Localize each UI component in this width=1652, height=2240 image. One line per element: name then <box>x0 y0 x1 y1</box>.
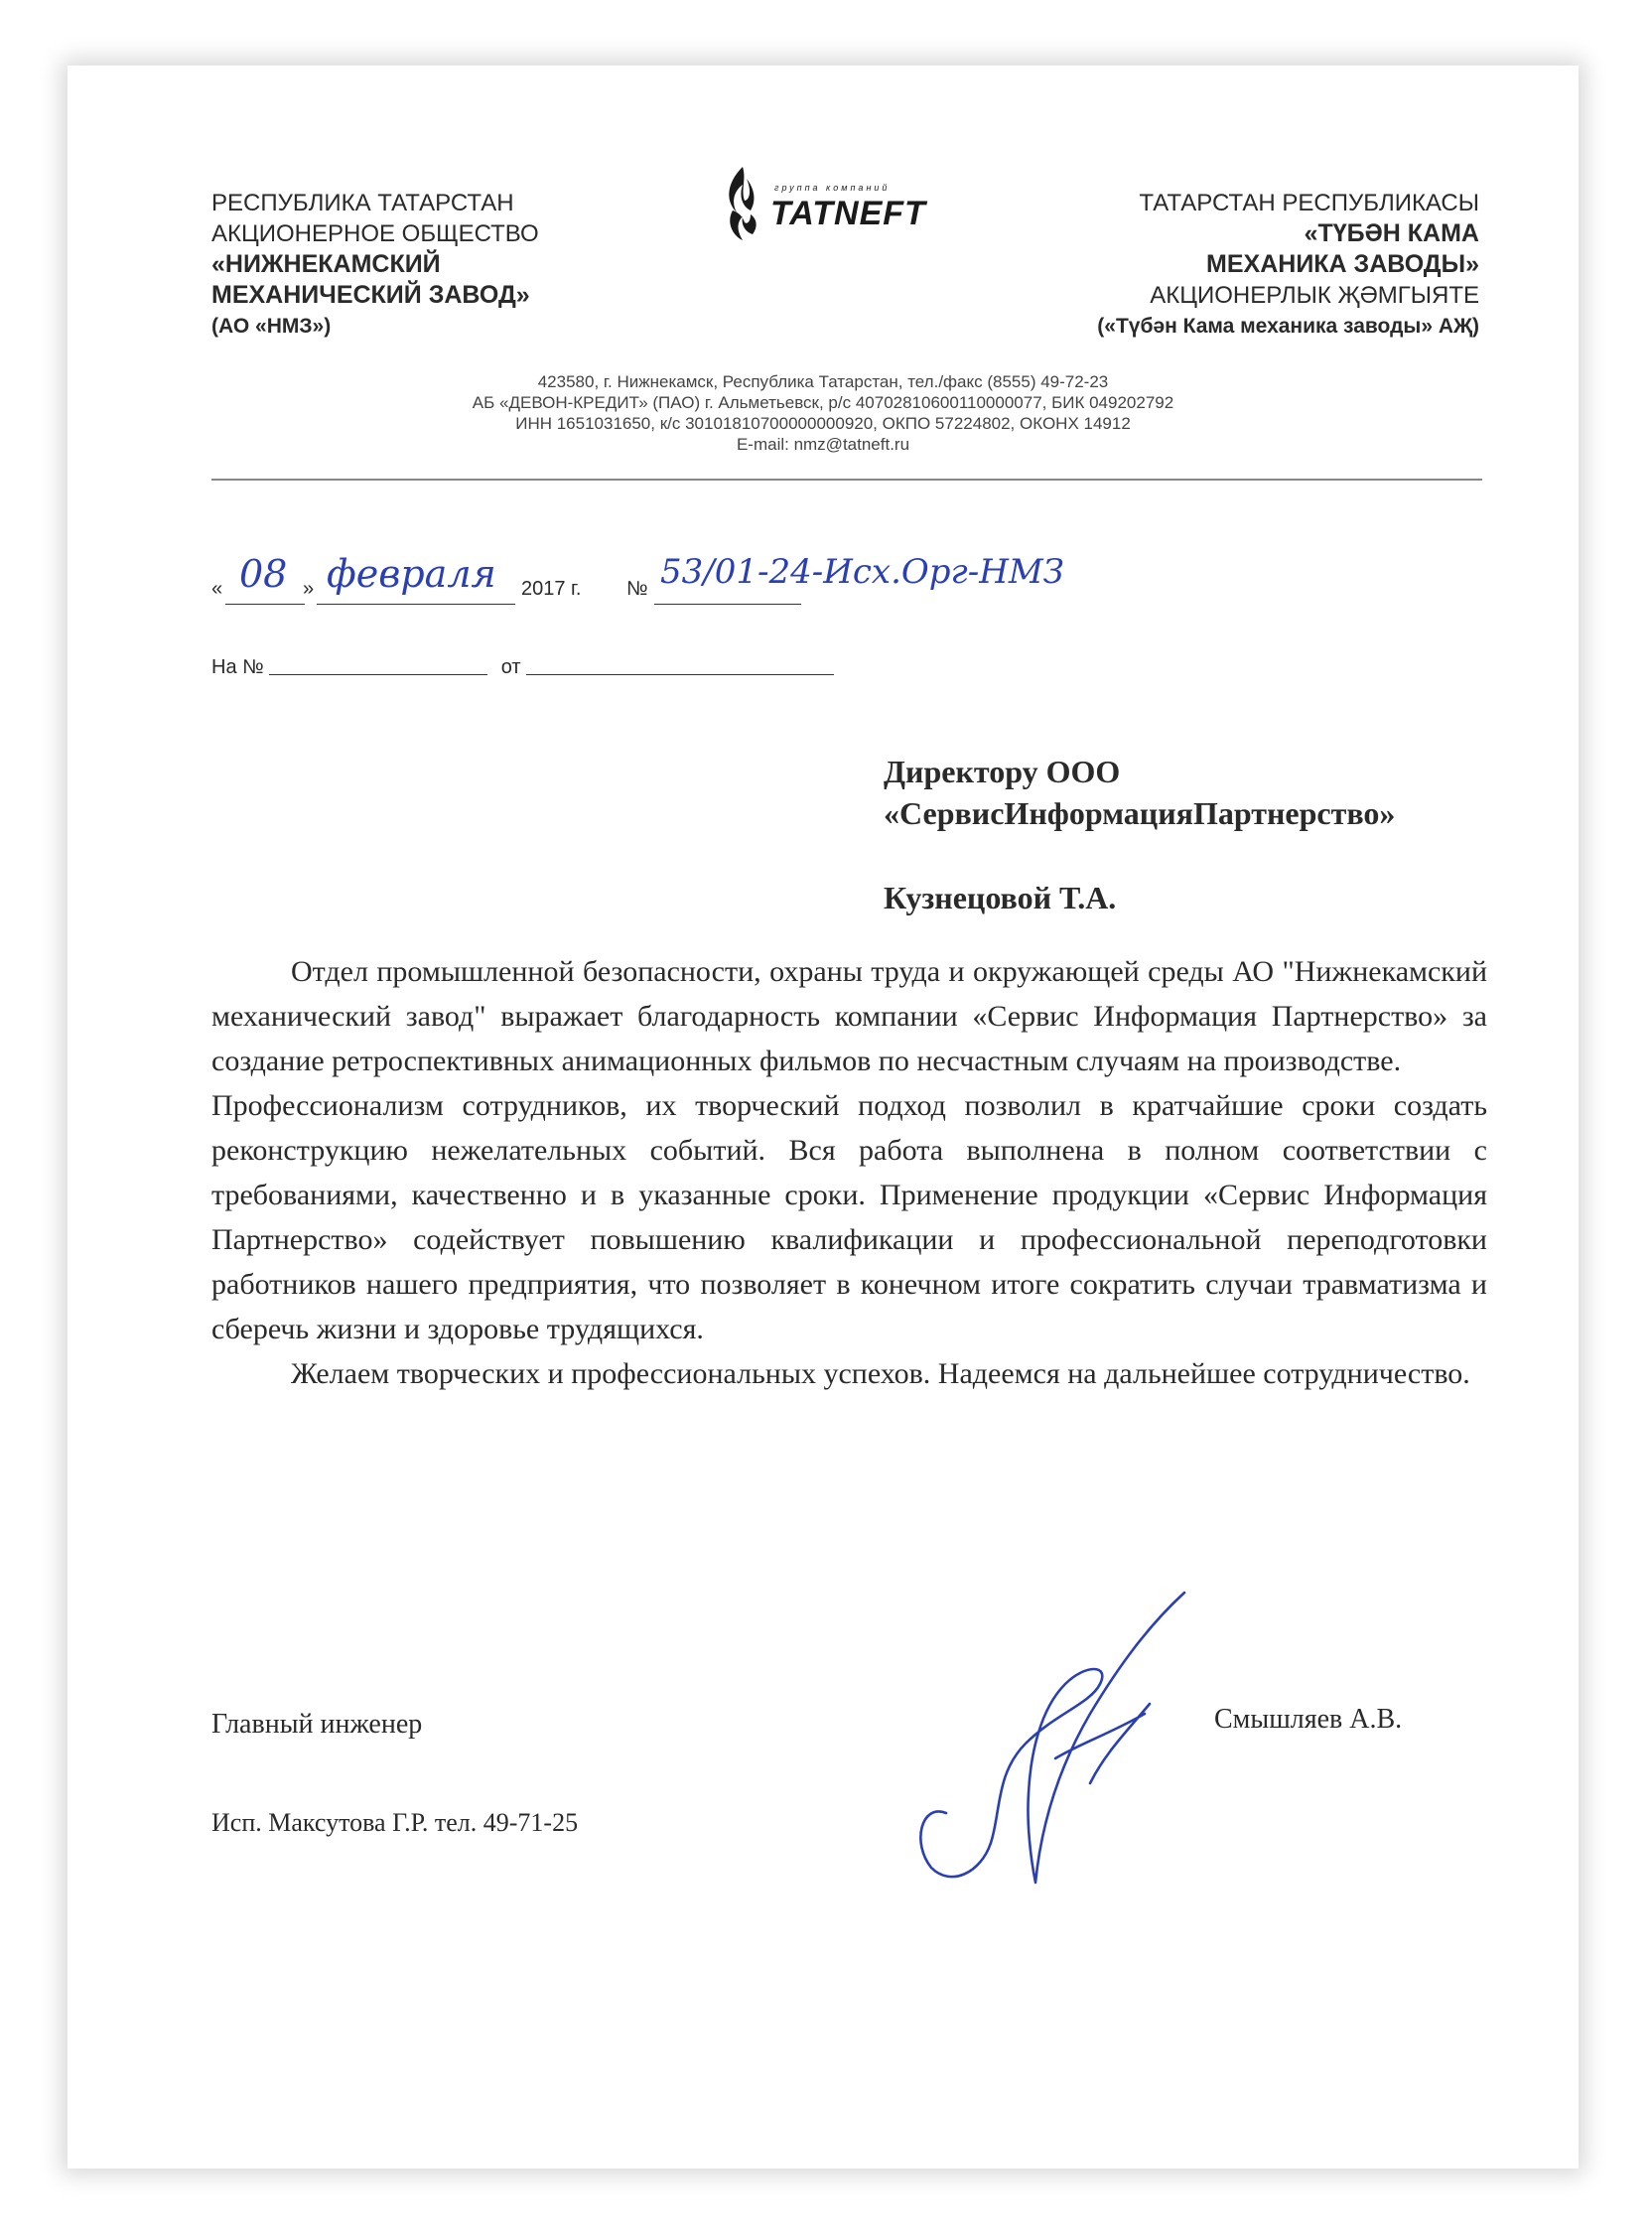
logo-subtitle: группа компаний <box>774 183 891 193</box>
requisites-line4: E-mail: nmz@tatneft.ru <box>736 435 910 454</box>
header-divider <box>211 479 1482 481</box>
incoming-from-label: от <box>500 656 521 678</box>
header-right-line5: («Түбән Кама механика заводы» АҖ) <box>1097 315 1479 338</box>
requisites-line2: АБ «ДЕВОН-КРЕДИТ» (ПАО) г. Альметьевск, р/с 40702810600110000077, БИК 049202792 <box>472 393 1174 412</box>
addressee-position: Директору ООО <box>884 754 1121 789</box>
body-paragraph-2: Профессионализм сотрудников, их творческий подход позволил в кратчайшие сроки создать реконструкцию нежелательных событий. Вся работа выполнена в полном соответствии с требованиями, качественно и в указанные сроки. Применение продукции «Сервис Информация Партнерство» содействует повышению квалификации и профессиональной переподготовки работников нашего предприятия, что позволяет в конечном итоге сократить случаи травматизма и сберечь жизни и здоровье трудящихся. <box>211 1089 1487 1345</box>
incoming-number-label: На № <box>211 656 264 678</box>
letter-sheet <box>68 66 1579 2169</box>
letter-body <box>211 949 1487 1396</box>
header-left-line3: «НИЖНЕКАМСКИЙ <box>211 250 441 278</box>
header-right <box>1097 188 1479 342</box>
date-day: 08 <box>239 552 288 596</box>
outgoing-number-label: № <box>626 578 648 600</box>
month-underline <box>317 604 515 605</box>
company-requisites <box>68 371 1579 455</box>
flame-icon <box>713 161 772 250</box>
date-month: февраля <box>327 552 496 596</box>
body-paragraph-1: Отдел промышленной безопасности, охраны труда и окружающей среды АО "Нижнекамский механический завод" выражает благодарность компании «Сервис Информация Партнерство» за создание ретроспективных анимационных фильмов по несчастным случаям на производстве. <box>211 955 1487 1077</box>
body-paragraph-3: Желаем творческих и профессиональных успехов. Надеемся на дальнейшее сотрудничество. <box>291 1357 1470 1390</box>
handwritten-signature <box>852 1585 1209 1902</box>
addressee-name: Кузнецовой Т.А. <box>884 880 1117 915</box>
tatneft-logo <box>713 161 1001 250</box>
header-left-line1: РЕСПУБЛИКА ТАТАРСТАН <box>211 190 514 216</box>
incoming-date-blank <box>526 674 834 675</box>
header-right-line4: АКЦИОНЕРЛЫК ҖӘМГЫЯТЕ <box>1150 282 1479 309</box>
requisites-line3: ИНН 1651031650, к/с 30101810700000000920, ОКПО 57224802, ОКОНХ 14912 <box>515 414 1131 433</box>
incoming-number-blank <box>269 674 487 675</box>
signer-position: Главный инженер <box>211 1709 423 1740</box>
executor-info: Исп. Максутова Г.Р. тел. 49-71-25 <box>211 1808 579 1837</box>
requisites-line1: 423580, г. Нижнекамск, Республика Татарстан, тел./факс (8555) 49-72-23 <box>537 372 1109 391</box>
header-left <box>211 188 539 342</box>
signer-name: Смышляев А.В. <box>1214 1704 1403 1735</box>
logo-wordmark: TATNEFT <box>770 195 926 232</box>
day-underline <box>225 604 305 605</box>
date-year: 2017 г. <box>521 578 582 600</box>
header-left-line2: АКЦИОНЕРНОЕ ОБЩЕСТВО <box>211 220 539 247</box>
header-right-line1: ТАТАРСТАН РЕСПУБЛИКАСЫ <box>1139 190 1479 216</box>
incoming-reference <box>211 656 834 679</box>
number-underline <box>654 604 801 605</box>
date-open-quote: « <box>211 578 223 600</box>
outgoing-number: 53/01-24-Исх.Орг-НМЗ <box>660 552 1064 592</box>
header-left-line5: (АО «НМЗ») <box>211 315 332 338</box>
addressee-block <box>884 751 1395 834</box>
header-right-line3: МЕХАНИКА ЗАВОДЫ» <box>1206 250 1479 278</box>
date-close-quote: » <box>303 578 315 600</box>
header-right-line2: «ТҮБӘН КАМА <box>1304 219 1479 247</box>
outgoing-date-number <box>211 552 1304 612</box>
header-left-line4: МЕХАНИЧЕСКИЙ ЗАВОД» <box>211 281 530 309</box>
addressee-company: «СервисИнформацияПартнерство» <box>884 795 1396 831</box>
